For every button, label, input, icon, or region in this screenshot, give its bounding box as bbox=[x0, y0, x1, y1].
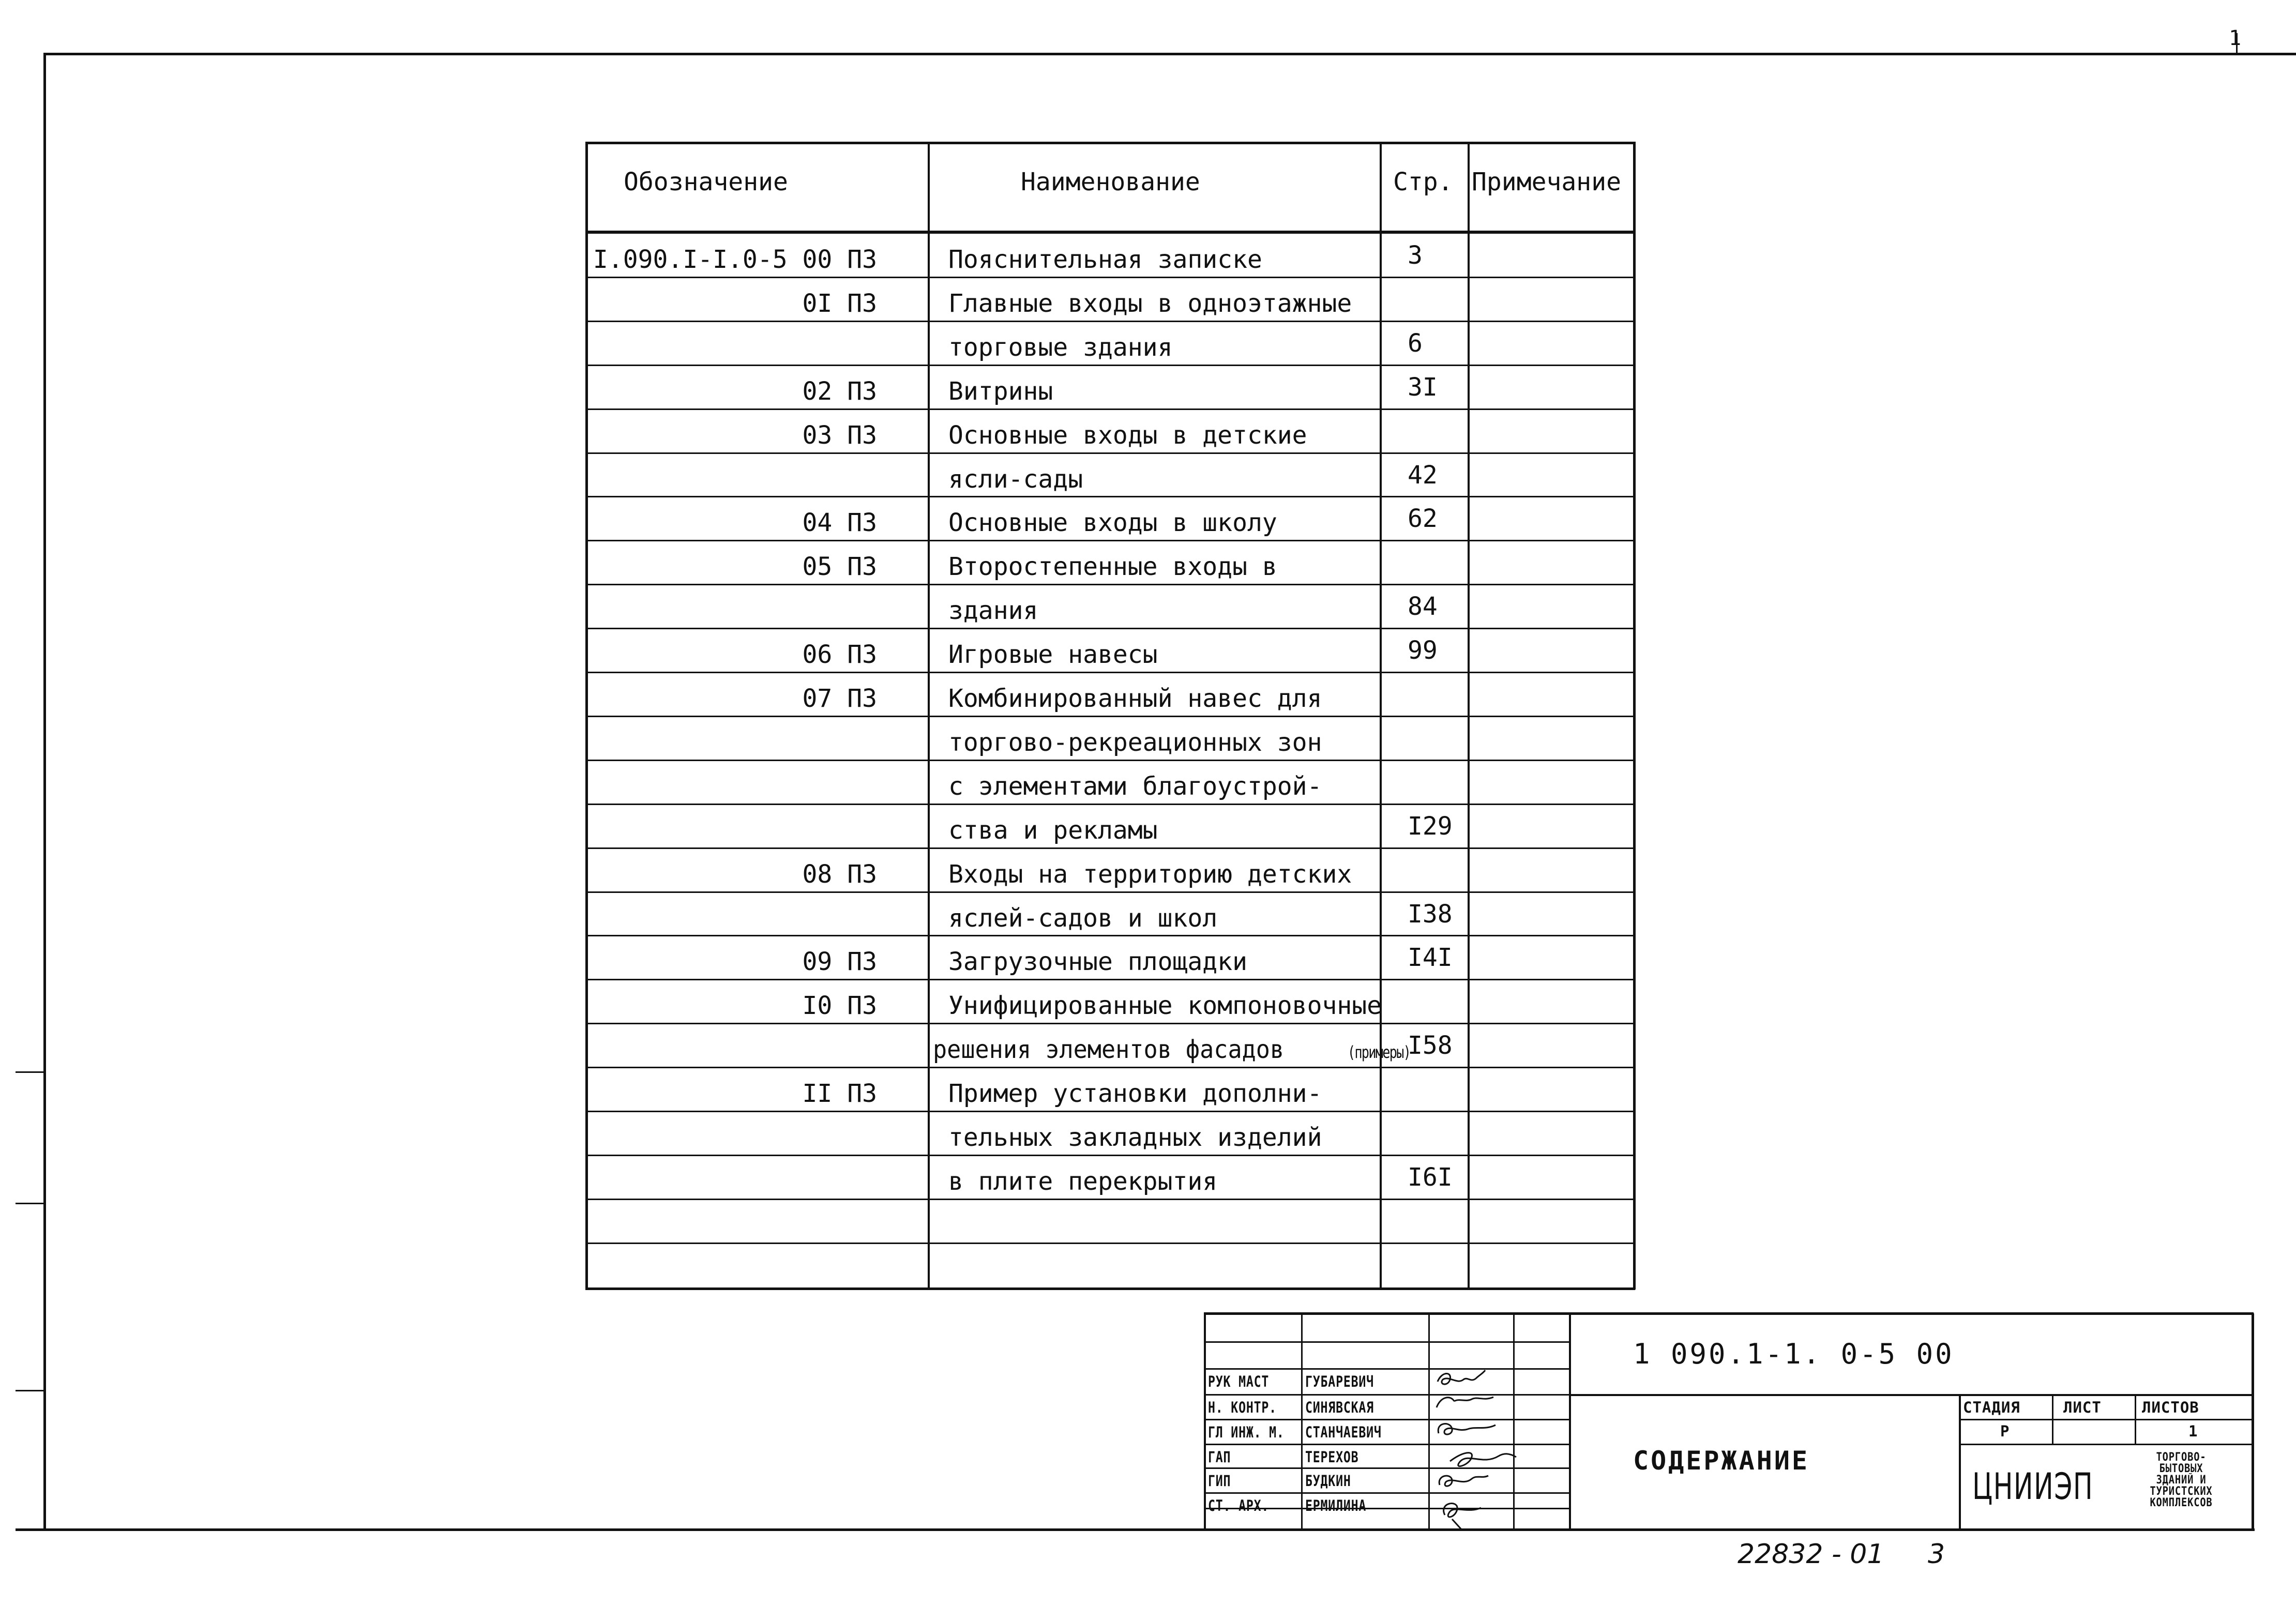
document-title: СОДЕРЖАНИЕ bbox=[1633, 1446, 1810, 1476]
row-divider bbox=[585, 672, 1635, 673]
sheets-label: ЛИСТОВ bbox=[2142, 1399, 2199, 1416]
page-cell: I29 bbox=[1408, 811, 1453, 841]
tb-stage-row-2 bbox=[1959, 1444, 2254, 1445]
staff-name: СТАНЧАЕВИЧ bbox=[1305, 1423, 1382, 1441]
row-divider bbox=[585, 1067, 1635, 1068]
page-cell: 3 bbox=[1408, 241, 1423, 270]
header-designation: Обозначение bbox=[624, 168, 788, 196]
row-divider bbox=[585, 540, 1635, 541]
row-divider bbox=[585, 1199, 1635, 1200]
page-cell: I4I bbox=[1408, 943, 1453, 973]
archive-number: 22832 - 01 bbox=[1738, 1539, 1884, 1570]
row-divider bbox=[585, 716, 1635, 717]
table-border-bottom bbox=[585, 1287, 1635, 1290]
document-code: 1 090.1-1. 0-5 00 bbox=[1633, 1338, 1954, 1370]
org-logo: ЦНИИЭП bbox=[1972, 1465, 2094, 1508]
page-cell: 99 bbox=[1408, 636, 1438, 665]
row-divider bbox=[585, 628, 1635, 629]
table-border-top bbox=[585, 142, 1635, 144]
designation-cell: I.090.I-I.0-5 00 ПЗ bbox=[593, 245, 877, 274]
staff-role: Н. КОНТР. bbox=[1208, 1399, 1277, 1416]
row-divider bbox=[585, 1111, 1635, 1112]
row-divider bbox=[585, 365, 1635, 366]
header-separator bbox=[585, 231, 1635, 234]
name-cell: тельных закладных изделий bbox=[948, 1123, 1322, 1152]
name-cell: Витрины bbox=[948, 376, 1053, 406]
org-name bbox=[2109, 1452, 2254, 1509]
tb-stage-col-1 bbox=[2052, 1394, 2053, 1444]
name-cell: Главные входы в одноэтажные bbox=[948, 289, 1352, 318]
binding-tick-3 bbox=[16, 1390, 44, 1391]
stage-value: Р bbox=[2000, 1422, 2010, 1440]
designation-cell: 06 ПЗ bbox=[802, 640, 877, 670]
name-cell: торгово-рекреационных зон bbox=[948, 728, 1322, 757]
designation-cell: 09 ПЗ bbox=[802, 947, 877, 977]
page-cell: 3I bbox=[1408, 372, 1438, 402]
sheets-value: 1 bbox=[2188, 1422, 2198, 1440]
signature-scribbles bbox=[1431, 1364, 1576, 1535]
name-cell: в плите перекрытия bbox=[948, 1166, 1218, 1196]
staff-name: СИНЯВСКАЯ bbox=[1305, 1399, 1374, 1416]
row-divider bbox=[585, 804, 1635, 805]
corner-sheet-number: 1 bbox=[2229, 26, 2242, 50]
row-divider bbox=[585, 891, 1635, 893]
row-divider bbox=[585, 760, 1635, 761]
stage-label: СТАДИЯ bbox=[1963, 1399, 2020, 1416]
tb-col-name-end bbox=[1428, 1312, 1430, 1529]
header-page: Стр. bbox=[1393, 168, 1453, 196]
name-cell: с элементами благоустрой- bbox=[948, 771, 1322, 801]
name-cell: Второстепенные входы в bbox=[948, 552, 1277, 582]
page-cell: I58 bbox=[1408, 1031, 1453, 1060]
designation-cell: 07 ПЗ bbox=[802, 684, 877, 713]
name-cell: Унифицированные компоновочные bbox=[948, 991, 1382, 1021]
name-cell: здания bbox=[948, 596, 1038, 626]
page-cell: 42 bbox=[1408, 460, 1438, 490]
name-cell: Основные входы в детские bbox=[948, 420, 1307, 450]
designation-cell: 02 ПЗ bbox=[802, 376, 877, 406]
designation-cell: 08 ПЗ bbox=[802, 859, 877, 889]
row-divider bbox=[585, 1155, 1635, 1156]
page-cell: 62 bbox=[1408, 504, 1438, 534]
name-cell: торговые здания bbox=[948, 332, 1173, 362]
frame-left-line bbox=[43, 53, 46, 1529]
header-note: Примечание bbox=[1472, 168, 1621, 196]
designation-cell: 03 ПЗ bbox=[802, 420, 877, 450]
tb-left bbox=[1204, 1312, 1206, 1529]
tb-code-bottom bbox=[1570, 1394, 2254, 1396]
tb-top bbox=[1204, 1312, 2254, 1315]
row-divider bbox=[585, 321, 1635, 322]
name-cell: ясли-сады bbox=[948, 464, 1083, 494]
row-divider bbox=[585, 847, 1635, 849]
tb-stage-left bbox=[1959, 1394, 1961, 1529]
name-cell: Пояснительная записке bbox=[948, 245, 1262, 274]
staff-role: СТ. АРХ. bbox=[1208, 1497, 1270, 1514]
tb-stage-col-2 bbox=[2135, 1394, 2136, 1444]
designation-cell: I0 ПЗ bbox=[802, 991, 877, 1021]
row-divider bbox=[585, 935, 1635, 936]
name-cell: Загрузочные площадки bbox=[948, 947, 1247, 977]
row-divider bbox=[585, 1243, 1635, 1244]
staff-name: БУДКИН bbox=[1305, 1472, 1351, 1490]
sheet-label: ЛИСТ bbox=[2063, 1399, 2102, 1416]
contents-table bbox=[585, 142, 1635, 1290]
staff-name: ГУБАРЕВИЧ bbox=[1305, 1373, 1374, 1390]
org-name-line: ТУРИСТСКИХ bbox=[2150, 1485, 2213, 1498]
designation-cell: 0I ПЗ bbox=[802, 289, 877, 318]
designation-cell: II ПЗ bbox=[802, 1079, 877, 1109]
name-cell: решения элементов фасадов bbox=[933, 1035, 1285, 1065]
name-cell: ства и рекламы bbox=[948, 815, 1158, 845]
name-cell: Пример установки дополни- bbox=[948, 1079, 1322, 1109]
row-divider bbox=[585, 1023, 1635, 1024]
tb-stage-row-1 bbox=[1959, 1419, 2254, 1420]
name-cell: Основные входы в школу bbox=[948, 508, 1277, 538]
staff-role: ГИП bbox=[1208, 1472, 1231, 1490]
header-name: Наименование bbox=[1021, 168, 1200, 196]
page-cell: 6 bbox=[1408, 328, 1423, 358]
org-name-line: БЫТОВЫХ bbox=[2159, 1462, 2203, 1475]
binding-tick-1 bbox=[16, 1071, 44, 1073]
org-name-line: КОМПЛЕКСОВ bbox=[2150, 1496, 2213, 1509]
designation-cell: 04 ПЗ bbox=[802, 508, 877, 538]
row-divider bbox=[585, 452, 1635, 454]
page-cell: I38 bbox=[1408, 899, 1453, 929]
binding-tick-2 bbox=[16, 1203, 44, 1204]
name-cell: Игровые навесы bbox=[948, 640, 1158, 670]
row-divider bbox=[585, 277, 1635, 278]
row-divider bbox=[585, 496, 1635, 497]
row-divider bbox=[585, 408, 1635, 410]
staff-role: РУК МАСТ bbox=[1208, 1373, 1270, 1390]
name-cell: Комбинированный навес для bbox=[948, 684, 1322, 713]
staff-role: ГАП bbox=[1208, 1448, 1231, 1466]
org-name-line: ТОРГОВО- bbox=[2156, 1451, 2207, 1464]
page-cell: I6I bbox=[1408, 1162, 1453, 1192]
staff-role: ГЛ ИНЖ. М. bbox=[1208, 1423, 1285, 1441]
designation-cell: 05 ПЗ bbox=[802, 552, 877, 582]
org-name-line: ЗДАНИЙ И bbox=[2156, 1474, 2207, 1487]
tb-col-role-end bbox=[1301, 1312, 1303, 1529]
row-divider bbox=[585, 979, 1635, 980]
frame-top-line bbox=[43, 53, 2296, 55]
name-cell: яслей-садов и школ bbox=[948, 903, 1218, 933]
name-cell: Входы на территорию детских bbox=[948, 859, 1352, 889]
row-divider bbox=[585, 584, 1635, 585]
page-number: 3 bbox=[1928, 1539, 1945, 1570]
title-block bbox=[1204, 1312, 2254, 1529]
page-cell: 84 bbox=[1408, 592, 1438, 622]
name-suffix: (примеры) bbox=[1348, 1042, 1411, 1063]
tb-row-1 bbox=[1204, 1341, 1570, 1343]
staff-name: ЕРМИЛИНА bbox=[1305, 1497, 1367, 1514]
staff-name: ТЕРЕХОВ bbox=[1305, 1448, 1359, 1466]
